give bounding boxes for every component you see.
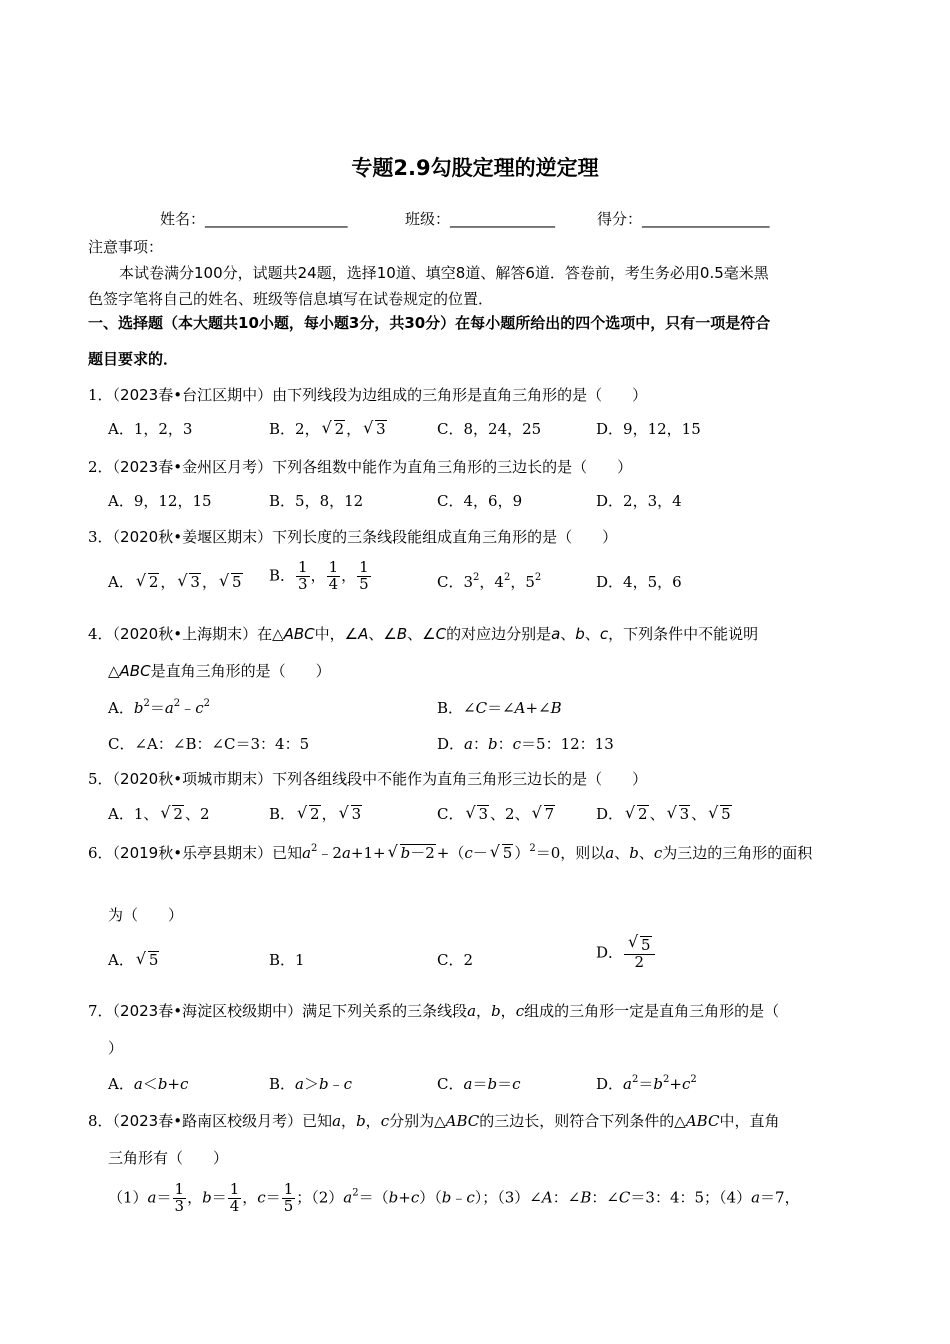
sqrt-3: √ 3	[338, 805, 363, 823]
question-text: 是直角三角形的是（ ）	[150, 662, 331, 680]
q2-option-c[interactable]: C．4，6，9	[437, 492, 523, 510]
q6-option-a[interactable]	[108, 949, 160, 970]
sqrt-2: √ 2	[135, 573, 160, 591]
option-text: A．	[108, 951, 134, 969]
q4-option-d[interactable]: D．a：b：c＝5：12：13	[437, 735, 614, 753]
sqrt-3: √ 3	[362, 420, 387, 438]
question-4-stem-line-2: △ABC是直角三角形的是（ ）	[108, 662, 331, 680]
question-2-stem	[88, 456, 632, 477]
page-title: 专题2.9勾股定理的逆定理	[351, 156, 599, 180]
question-6-stem-line-2: 为（ ）	[108, 906, 184, 924]
sqrt-2: √ 2	[296, 805, 321, 823]
q4-option-b[interactable]: B．∠C＝∠A+∠B	[437, 699, 562, 717]
sqrt-7: √ 7	[531, 805, 556, 823]
question-6-stem: 6．（2019秋•乐亭县期末）已知$a^2﹣2a+1+√$ b－2 +（c－√ 5 ）$^2$＝0，则以a、b、c为三边的三角形的面积	[88, 842, 812, 863]
question-number: 2．	[88, 458, 113, 476]
q4-option-a[interactable]: A．$b^2=a^2﹣c^2$	[108, 698, 210, 717]
q2-option-d[interactable]: D．2，3，4	[596, 492, 682, 510]
option-text: 、2	[184, 805, 210, 823]
question-8-conditions: （1）a＝ $\frac{1}{3}$ ，b＝ $\frac{1}{4}$ ，c＝ $\frac{1}{5}$ ；$(2)a^2=(b+c)(b﹣c)$；（3）∠A：∠B：∠C＝3：4：5；（4）a＝7，	[108, 1180, 800, 1215]
sqrt-5: √ 5	[218, 573, 243, 591]
q6-option-b[interactable]: B．1	[269, 951, 305, 969]
question-source: （2023春•海淀区校级期中）	[112, 1002, 303, 1020]
question-source: （2020秋•上海期末）	[112, 625, 258, 643]
question-text: 由下列线段为边组成的三角形是直角三角形的是（ ）	[272, 386, 648, 404]
option-text: D．	[596, 805, 624, 823]
q7-option-d[interactable]: D．$a^2=b^2+c^2$	[596, 1074, 697, 1093]
question-source: （2020秋•项城市期末）	[112, 770, 273, 788]
q7-option-b[interactable]: B．a＞b﹣c	[269, 1075, 353, 1093]
question-8-stem: 8．（2023春•路南区校级月考）已知a，b，c分别为△ABC的三边长，则符合下列条件的△ABC中，直角	[88, 1112, 780, 1130]
q3-option-b[interactable]: B． $\frac{1}{3}$ ， $\frac{1}{4}$ ， $\frac{1}{5}$	[269, 558, 369, 593]
q3-option-d[interactable]: D．4，5，6	[596, 573, 682, 591]
question-source: （2023春•金州区月考）	[112, 458, 273, 476]
option-text: A．	[108, 573, 134, 591]
class-blank[interactable]: ______________	[450, 210, 556, 228]
option-text: A．1、	[108, 805, 159, 823]
q3-option-a[interactable]: A．√ 2 ，√ 3 ，√ 5	[108, 571, 244, 592]
q5-option-d[interactable]: D．√ 2 、√ 3 、√ 5	[596, 803, 733, 824]
q7-option-c[interactable]: C．a＝b＝c	[437, 1075, 521, 1093]
q5-option-c[interactable]	[437, 803, 556, 824]
q6-option-d[interactable]	[596, 936, 656, 971]
sqrt-2: √ 2	[321, 420, 346, 438]
score-field	[597, 208, 770, 229]
q1-option-c[interactable]: C．8，24，25	[437, 420, 542, 438]
q1-option-a[interactable]: A．1，2，3	[108, 420, 193, 438]
question-number: 7．	[88, 1002, 113, 1020]
section-heading-line-2: 题目要求的．	[88, 350, 179, 368]
score-blank[interactable]: _________________	[642, 210, 770, 228]
question-text: 组成的三角形一定是直角三角形的是（	[524, 1002, 780, 1020]
fraction-1-4: $\frac{1}{4}$	[328, 558, 339, 593]
question-number: 3．	[88, 528, 113, 546]
question-source: （2020秋•姜堰区期末）	[112, 528, 273, 546]
question-number: 1．	[88, 386, 113, 404]
option-text: B．2，	[269, 420, 320, 438]
question-7-stem-line-2: ）	[108, 1039, 124, 1057]
q7-option-a[interactable]: A．a＜b+c	[108, 1075, 189, 1093]
name-blank[interactable]: ___________________	[205, 210, 348, 228]
question-number: 8．	[88, 1112, 113, 1130]
class-field	[405, 208, 555, 229]
question-text: 下列长度的三条线段能组成直角三角形的是（ ）	[272, 528, 618, 546]
fraction-1-5: $\frac{1}{5}$	[359, 558, 369, 593]
q4-option-c[interactable]: C．∠A：∠B：∠C＝3：4：5	[108, 735, 310, 753]
sqrt-2: √ 2	[159, 805, 184, 823]
option-text: B．	[269, 805, 296, 823]
q1-option-b[interactable]: B．2，√ 2 ，√ 3	[269, 418, 388, 439]
q3-option-c[interactable]: C．$3^2$，$4^2$，$5^2$	[437, 572, 542, 591]
fraction-1-3: $\frac{1}{3}$	[174, 1180, 185, 1215]
question-text: 为三边的三角形的面积	[662, 844, 813, 862]
notice-line-1: 本试卷满分100分，试题共24题，选择10道、填空8道、解答6道．答卷前，考生务必用0.5毫米黑	[119, 264, 769, 282]
q1-option-d[interactable]: D．9，12，15	[596, 420, 701, 438]
question-3-stem	[88, 526, 617, 547]
q6-option-c[interactable]: C．2	[437, 951, 474, 969]
option-text: 、2、	[490, 805, 530, 823]
name-label: 姓名：	[160, 210, 206, 228]
question-4-stem: 4．（2020秋•上海期末）在△ABC中，∠A、∠B、∠C的对应边分别是a、b、c，下列条件中不能说明	[88, 625, 759, 643]
name-field	[160, 208, 348, 229]
sqrt-3: √ 3	[176, 573, 201, 591]
fraction-sqrt5-over-2: √ $\frac{5}{2}$	[624, 936, 655, 971]
sqrt-5: √ 5	[707, 805, 732, 823]
notice-heading: 注意事项：	[88, 238, 164, 256]
question-5-stem	[88, 768, 647, 789]
question-number: 4．	[88, 625, 113, 643]
option-text: B．	[269, 566, 296, 585]
sqrt-5: √ 5	[135, 951, 160, 969]
question-text: 下列各组线段中不能作为直角三角形三边长的是（ ）	[272, 770, 648, 788]
question-8-stem-line-2: 三角形有（ ）	[108, 1149, 229, 1167]
sqrt-2: √ 2	[624, 805, 649, 823]
fraction-1-4: $\frac{1}{4}$	[229, 1180, 240, 1215]
q5-option-a[interactable]	[108, 803, 209, 824]
sqrt-3: √ 3	[464, 805, 489, 823]
section-heading-line-1: 一、选择题（本大题共10小题，每小题3分，共30分）在每小题所给出的四个选项中，只有一项是符合	[88, 314, 771, 332]
question-source: （2023春•台江区期中）	[112, 386, 273, 404]
fraction-1-3: $\frac{1}{3}$	[298, 558, 308, 593]
sqrt-5: √ 5	[489, 844, 514, 862]
q5-option-b[interactable]: B．√ 2 ，√ 3	[269, 803, 363, 824]
question-number: 6．	[88, 844, 113, 862]
question-text: 满足下列关系的三条线段	[302, 1002, 468, 1020]
q2-option-b[interactable]: B．5，8，12	[269, 492, 364, 510]
q2-option-a[interactable]: A．9，12，15	[108, 492, 212, 510]
question-source: （2019秋•乐亭县期末）	[112, 844, 273, 862]
question-source: （2023春•路南区校级月考）	[112, 1112, 303, 1130]
sqrt-b-minus-2: √ b－2	[387, 844, 436, 862]
notice-line-2: 色签字笔将自己的姓名、班级等信息填写在试卷规定的位置．	[88, 290, 494, 308]
option-text: D．	[596, 943, 624, 962]
question-text: 下列各组数中能作为直角三角形的三边长的是（ ）	[272, 458, 633, 476]
fraction-1-5: $\frac{1}{5}$	[283, 1180, 294, 1215]
score-label: 得分：	[597, 210, 643, 228]
option-text: C．	[437, 805, 464, 823]
question-number: 5．	[88, 770, 113, 788]
question-7-stem: 7．（2023春•海淀区校级期中）满足下列关系的三条线段a，b，c组成的三角形一定是直角三角形的是（	[88, 1002, 780, 1020]
option-text: C．	[437, 573, 464, 591]
question-1-stem	[88, 384, 647, 405]
class-label: 班级：	[405, 210, 451, 228]
sqrt-3: √ 3	[666, 805, 691, 823]
